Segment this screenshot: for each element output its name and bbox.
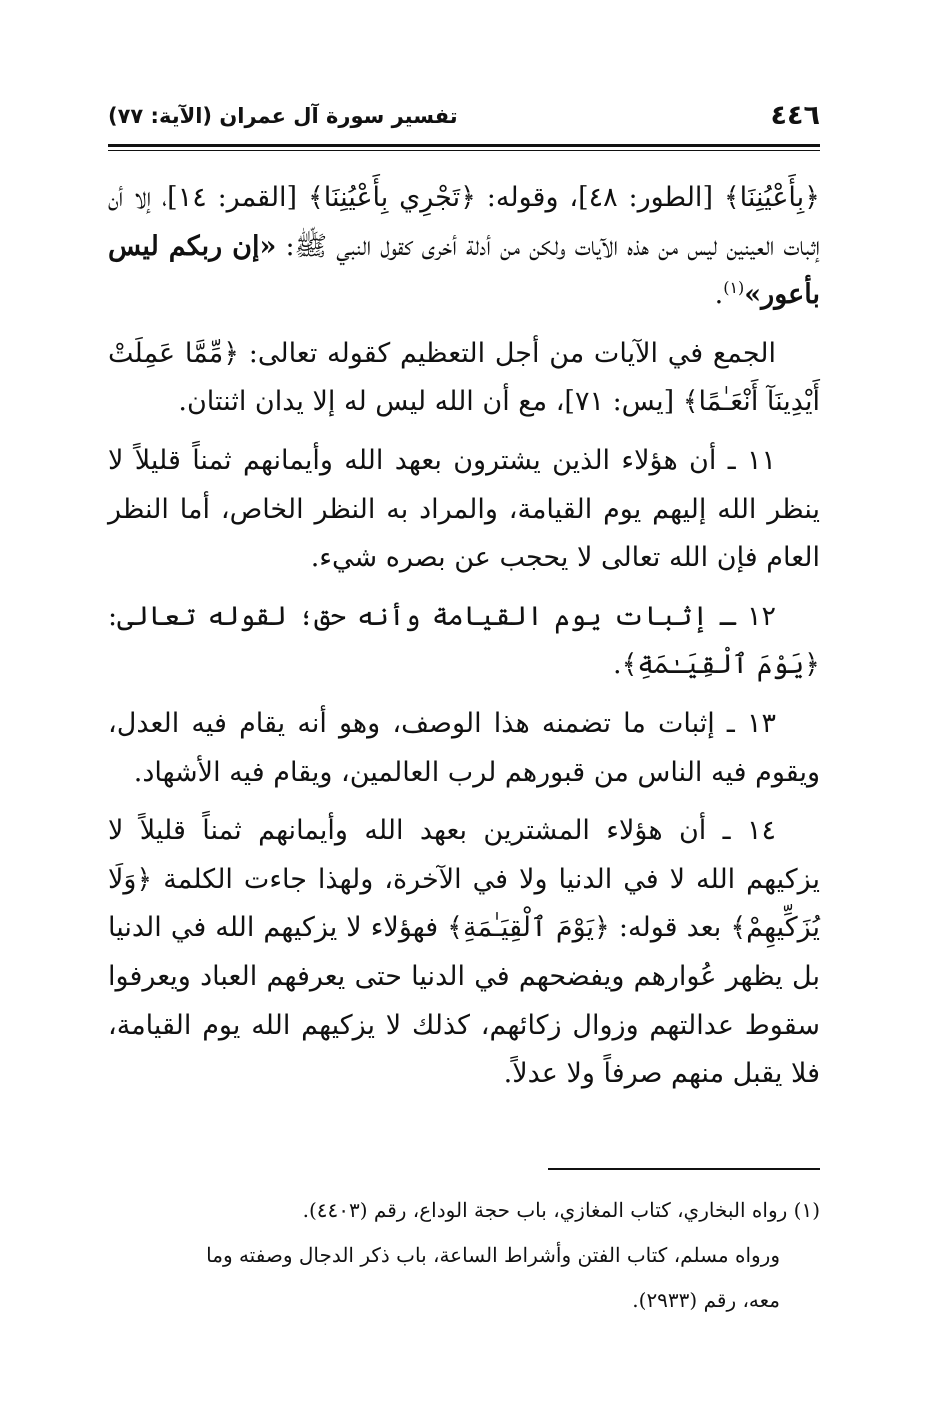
quran-quote: ﴿تَجْرِي بِأَعْيُنِنَا﴾ <box>307 182 476 213</box>
text-span: الجمع في الآيات من أجل التعظيم كقوله تعالى: <box>239 337 776 369</box>
text-span: فهؤلاء لا يزكيهم الله في الدنيا بل يظهر عُوارهم ويفضحهم في الدنيا حتى يعرفهم العباد ويعرفوا سقوط عدالتهم وزوال زكائهم، كذلك لا يزكيهم الله يوم القيامة، فلا يقبل منهم صرفاً ولا عدلاً. <box>108 912 820 1090</box>
main-text <box>108 174 820 1109</box>
text-span: ١٢ ـ إثبات يوم القيامة وأنه حق؛ لقوله تعالى: <box>108 600 776 632</box>
footnotes <box>108 1188 820 1323</box>
footnote-separator <box>548 1168 820 1170</box>
paragraph-point-11: ١١ ـ أن هؤلاء الذين يشترون بعهد الله وأيمانهم ثمناً قليلاً لا ينظر الله إليهم يوم القيامة، والمراد به النظر الخاص، أما النظر العام فإن الله تعالى لا يحجب عن بصره شيء. <box>108 444 820 574</box>
text-span: [الطور: ٤٨]، وقوله: <box>475 182 724 213</box>
paragraph-point-14 <box>108 807 820 1099</box>
running-header <box>108 96 820 140</box>
quran-quote: ﴿بِأَعْيُنِنَا﴾ <box>723 182 820 213</box>
paragraph-point-13: ١٣ ـ إثبات ما تضمنه هذا الوصف، وهو أنه يقام فيه العدل، ويقوم فيه الناس من قبورهم لرب العالمين، ويقام فيه الأشهاد. <box>108 707 820 788</box>
text-span: بعد قوله: <box>609 912 731 944</box>
footnote-line: معه، رقم (٢٩٣٣). <box>632 1288 780 1312</box>
paragraph-eyes <box>108 174 820 320</box>
text-span: . <box>612 649 622 681</box>
text-span: [القمر: ١٤]، إلا أن إثبات العينين ليس من هذه الآيات ولكن من أدلة أخرى كقول النبي ﷺ: <box>108 182 820 262</box>
footnote-reference[interactable]: (١) <box>723 278 745 298</box>
text-span: . <box>714 279 724 311</box>
header-rule-thin <box>108 150 820 151</box>
footnote-line: (١) رواه البخاري، كتاب المغازي، باب حجة الوداع، رقم (٤٤٠٣). <box>302 1198 820 1222</box>
quran-quote: ﴿وَلَا يُزَكِّيهِمْ﴾ <box>108 863 820 944</box>
paragraph-point-12 <box>108 593 820 690</box>
quran-quote: ﴿يَوْمَ ٱلْقِيَـٰمَةِ﴾ <box>621 649 820 681</box>
page-number: ٤٤٦ <box>770 100 820 131</box>
footnote-line: ورواه مسلم، كتاب الفتن وأشراط الساعة، باب ذكر الدجال وصفته وما <box>206 1243 780 1267</box>
paragraph-plural <box>108 330 820 427</box>
quran-quote: ﴿يَوْمَ ٱلْقِيَـٰمَةِ﴾ <box>447 912 610 944</box>
header-rule-thick <box>108 144 820 147</box>
text-span: ١٤ ـ أن هؤلاء المشترين بعهد الله وأيمانهم ثمناً قليلاً لا يزكيهم الله لا في الدنيا ولا في الآخرة، ولهذا جاءت الكلمة <box>108 815 820 895</box>
running-title: تفسير سورة آل عمران (الآية: ٧٧) <box>108 104 458 128</box>
quran-quote: ﴿مِّمَّا عَمِلَتْ أَيْدِينَآ أَنْعَـٰمًا﴾ <box>108 337 820 418</box>
text-span: [يس: ٧١]، مع أن الله ليس له إلا يدان اثنتان. <box>178 386 683 418</box>
hadith-quote: «إن ربكم ليس بأعور» <box>108 230 820 311</box>
